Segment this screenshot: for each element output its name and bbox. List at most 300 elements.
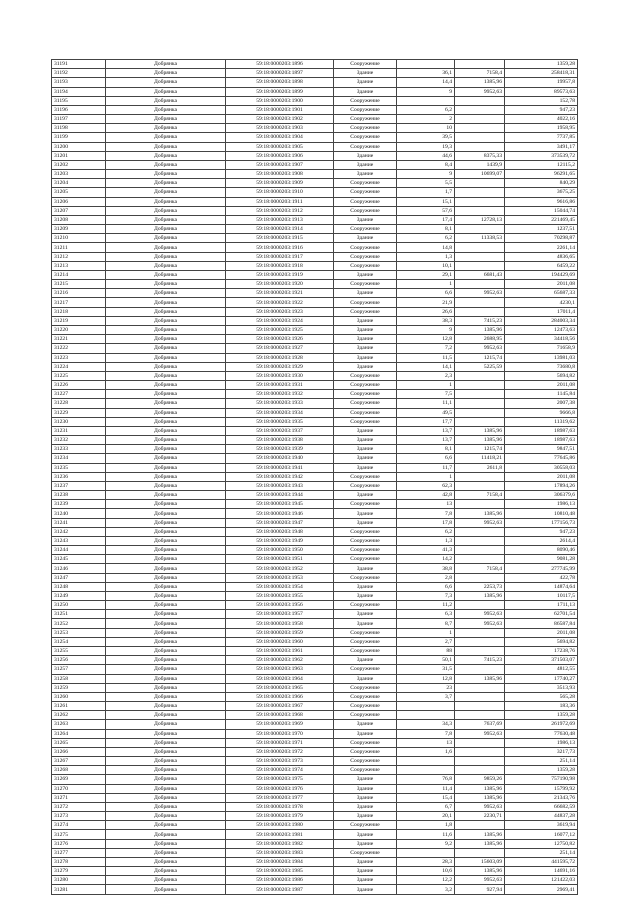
cadastral-value-cell: 62701,54 bbox=[505, 610, 578, 619]
cost-per-unit-cell bbox=[455, 417, 505, 426]
area-cell: 13 bbox=[397, 738, 455, 747]
cadastral-value-cell: 65687,33 bbox=[505, 289, 578, 298]
cadastral-value-cell: 947,23 bbox=[505, 105, 578, 114]
cadastral-value-cell: 8090,46 bbox=[505, 546, 578, 555]
object-type-cell: Сооружение bbox=[334, 133, 397, 142]
locality-cell: Добрянка bbox=[106, 151, 226, 160]
area-cell: 6,6 bbox=[397, 454, 455, 463]
table-row bbox=[52, 757, 578, 766]
cadastral-value-cell: 5694,82 bbox=[505, 371, 578, 380]
cadastral-number-cell: 59:18:0000203:1897 bbox=[226, 69, 334, 78]
cadastral-value-cell: 12750,82 bbox=[505, 839, 578, 848]
object-type-cell: Здание bbox=[334, 656, 397, 665]
row-number-cell: 31211 bbox=[52, 243, 106, 252]
cost-per-unit-cell bbox=[455, 381, 505, 390]
cadastral-number-cell: 59:18:0000203:1986 bbox=[226, 876, 334, 885]
cadastral-value-cell: 1986,13 bbox=[505, 738, 578, 747]
area-cell: 9 bbox=[397, 325, 455, 334]
row-number-cell: 31224 bbox=[52, 362, 106, 371]
cost-per-unit-cell: 9952,63 bbox=[455, 729, 505, 738]
locality-cell: Добрянка bbox=[106, 60, 226, 69]
area-cell: 88 bbox=[397, 647, 455, 656]
object-type-cell: Здание bbox=[334, 610, 397, 619]
row-number-cell: 31215 bbox=[52, 280, 106, 289]
object-type-cell: Здание bbox=[334, 518, 397, 527]
locality-cell: Добрянка bbox=[106, 381, 226, 390]
cost-per-unit-cell bbox=[455, 848, 505, 857]
area-cell: 19,3 bbox=[397, 142, 455, 151]
table-row bbox=[52, 509, 578, 518]
cadastral-value-cell: 15799,92 bbox=[505, 784, 578, 793]
locality-cell: Добрянка bbox=[106, 610, 226, 619]
object-type-cell: Сооружение bbox=[334, 390, 397, 399]
cost-per-unit-cell: 9952,63 bbox=[455, 876, 505, 885]
area-cell: 2,8 bbox=[397, 573, 455, 582]
object-type-cell: Здание bbox=[334, 729, 397, 738]
object-type-cell: Сооружение bbox=[334, 500, 397, 509]
cost-per-unit-cell: 1385,96 bbox=[455, 591, 505, 600]
cadastral-number-cell: 59:18:0000203:1927 bbox=[226, 344, 334, 353]
row-number-cell: 31231 bbox=[52, 426, 106, 435]
row-number-cell: 31201 bbox=[52, 151, 106, 160]
cost-per-unit-cell: 1385,96 bbox=[455, 867, 505, 876]
area-cell: 31,5 bbox=[397, 665, 455, 674]
cadastral-value-cell: 12473,63 bbox=[505, 325, 578, 334]
cost-per-unit-cell: 2688,95 bbox=[455, 335, 505, 344]
row-number-cell: 31277 bbox=[52, 848, 106, 857]
table-row bbox=[52, 839, 578, 848]
area-cell: 6,2 bbox=[397, 105, 455, 114]
table-row bbox=[52, 316, 578, 325]
table-row bbox=[52, 546, 578, 555]
cost-per-unit-cell bbox=[455, 408, 505, 417]
area-cell: 21,9 bbox=[397, 298, 455, 307]
row-number-cell: 31207 bbox=[52, 206, 106, 215]
cadastral-number-cell: 59:18:0000203:1922 bbox=[226, 298, 334, 307]
cadastral-number-cell: 59:18:0000203:1971 bbox=[226, 738, 334, 747]
row-number-cell: 31212 bbox=[52, 252, 106, 261]
row-number-cell: 31214 bbox=[52, 270, 106, 279]
table-row bbox=[52, 179, 578, 188]
locality-cell: Добрянка bbox=[106, 793, 226, 802]
row-number-cell: 31193 bbox=[52, 78, 106, 87]
area-cell: 10,1 bbox=[397, 261, 455, 270]
row-number-cell: 31258 bbox=[52, 674, 106, 683]
table-row bbox=[52, 536, 578, 545]
table-row bbox=[52, 619, 578, 628]
locality-cell: Добрянка bbox=[106, 802, 226, 811]
object-type-cell: Здание bbox=[334, 335, 397, 344]
area-cell: 57,6 bbox=[397, 206, 455, 215]
area-cell: 2,3 bbox=[397, 371, 455, 380]
area-cell: 11,7 bbox=[397, 463, 455, 472]
locality-cell: Добрянка bbox=[106, 399, 226, 408]
object-type-cell: Сооружение bbox=[334, 197, 397, 206]
cadastral-number-cell: 59:18:0000203:1961 bbox=[226, 647, 334, 656]
locality-cell: Добрянка bbox=[106, 573, 226, 582]
cadastral-value-cell: 9666,8 bbox=[505, 408, 578, 417]
locality-cell: Добрянка bbox=[106, 133, 226, 142]
cost-per-unit-cell bbox=[455, 555, 505, 564]
table-row bbox=[52, 307, 578, 316]
cadastral-number-cell: 59:18:0000203:1945 bbox=[226, 500, 334, 509]
area-cell bbox=[397, 766, 455, 775]
cadastral-value-cell: 177156,73 bbox=[505, 518, 578, 527]
cadastral-value-cell: 12115,2 bbox=[505, 160, 578, 169]
cadastral-number-cell: 59:18:0000203:1982 bbox=[226, 839, 334, 848]
row-number-cell: 31274 bbox=[52, 821, 106, 830]
table-row bbox=[52, 60, 578, 69]
cost-per-unit-cell bbox=[455, 399, 505, 408]
area-cell: 1 bbox=[397, 280, 455, 289]
locality-cell: Добрянка bbox=[106, 243, 226, 252]
cost-per-unit-cell: 9952,63 bbox=[455, 518, 505, 527]
cadastral-number-cell: 59:18:0000203:1967 bbox=[226, 702, 334, 711]
cost-per-unit-cell: 9952,63 bbox=[455, 619, 505, 628]
cost-per-unit-cell: 1385,96 bbox=[455, 830, 505, 839]
locality-cell: Добрянка bbox=[106, 96, 226, 105]
locality-cell: Добрянка bbox=[106, 124, 226, 133]
row-number-cell: 31278 bbox=[52, 857, 106, 866]
row-number-cell: 31239 bbox=[52, 500, 106, 509]
object-type-cell: Сооружение bbox=[334, 536, 397, 545]
table-row bbox=[52, 821, 578, 830]
object-type-cell: Сооружение bbox=[334, 647, 397, 656]
row-number-cell: 31222 bbox=[52, 344, 106, 353]
object-type-cell: Здание bbox=[334, 170, 397, 179]
cost-per-unit-cell bbox=[455, 692, 505, 701]
area-cell: 1,8 bbox=[397, 821, 455, 830]
area-cell: 6,6 bbox=[397, 289, 455, 298]
locality-cell: Добрянка bbox=[106, 179, 226, 188]
cadastral-value-cell: 3217,73 bbox=[505, 747, 578, 756]
cost-per-unit-cell bbox=[455, 527, 505, 536]
cadastral-value-cell: 1359,28 bbox=[505, 60, 578, 69]
object-type-cell: Сооружение bbox=[334, 555, 397, 564]
row-number-cell: 31229 bbox=[52, 408, 106, 417]
cost-per-unit-cell: 7158,4 bbox=[455, 491, 505, 500]
area-cell: 1,6 bbox=[397, 747, 455, 756]
object-type-cell: Здание bbox=[334, 234, 397, 243]
locality-cell: Добрянка bbox=[106, 270, 226, 279]
cadastral-number-cell: 59:18:0000203:1940 bbox=[226, 454, 334, 463]
cadastral-number-cell: 59:18:0000203:1911 bbox=[226, 197, 334, 206]
cadastral-number-cell: 59:18:0000203:1905 bbox=[226, 142, 334, 151]
row-number-cell: 31192 bbox=[52, 69, 106, 78]
area-cell: 15,4 bbox=[397, 793, 455, 802]
locality-cell: Добрянка bbox=[106, 601, 226, 610]
cadastral-value-cell: 10117,5 bbox=[505, 591, 578, 600]
row-number-cell: 31242 bbox=[52, 527, 106, 536]
table-row bbox=[52, 472, 578, 481]
object-type-cell: Сооружение bbox=[334, 481, 397, 490]
row-number-cell: 31270 bbox=[52, 784, 106, 793]
locality-cell: Добрянка bbox=[106, 316, 226, 325]
object-type-cell: Сооружение bbox=[334, 766, 397, 775]
locality-cell: Добрянка bbox=[106, 747, 226, 756]
locality-cell: Добрянка bbox=[106, 821, 226, 830]
cost-per-unit-cell: 2253,73 bbox=[455, 582, 505, 591]
area-cell: 17,7 bbox=[397, 417, 455, 426]
cadastral-value-cell: 9081,28 bbox=[505, 555, 578, 564]
object-type-cell: Здание bbox=[334, 69, 397, 78]
cost-per-unit-cell bbox=[455, 647, 505, 656]
locality-cell: Добрянка bbox=[106, 500, 226, 509]
cadastral-value-cell: 251,14 bbox=[505, 757, 578, 766]
locality-cell: Добрянка bbox=[106, 628, 226, 637]
area-cell: 10 bbox=[397, 124, 455, 133]
table-row bbox=[52, 426, 578, 435]
cadastral-value-cell: 3619,94 bbox=[505, 821, 578, 830]
cadastral-value-cell: 9616,86 bbox=[505, 197, 578, 206]
cadastral-number-cell: 59:18:0000203:1930 bbox=[226, 371, 334, 380]
area-cell: 23 bbox=[397, 683, 455, 692]
cadastral-value-cell: 4230,1 bbox=[505, 298, 578, 307]
cadastral-value-cell: 70298,87 bbox=[505, 234, 578, 243]
row-number-cell: 31238 bbox=[52, 491, 106, 500]
cost-per-unit-cell bbox=[455, 115, 505, 124]
cost-per-unit-cell: 1215,74 bbox=[455, 445, 505, 454]
table-row bbox=[52, 381, 578, 390]
cost-per-unit-cell bbox=[455, 307, 505, 316]
locality-cell: Добрянка bbox=[106, 711, 226, 720]
area-cell: 12,8 bbox=[397, 674, 455, 683]
cost-per-unit-cell: 2230,71 bbox=[455, 812, 505, 821]
object-type-cell: Сооружение bbox=[334, 371, 397, 380]
row-number-cell: 31199 bbox=[52, 133, 106, 142]
cost-per-unit-cell bbox=[455, 243, 505, 252]
cadastral-number-cell: 59:18:0000203:1939 bbox=[226, 445, 334, 454]
cost-per-unit-cell: 10699,07 bbox=[455, 170, 505, 179]
cadastral-value-cell: 17238,76 bbox=[505, 647, 578, 656]
table-row bbox=[52, 500, 578, 509]
cadastral-value-cell: 947,23 bbox=[505, 527, 578, 536]
area-cell: 1 bbox=[397, 472, 455, 481]
cadastral-number-cell: 59:18:0000203:1923 bbox=[226, 307, 334, 316]
row-number-cell: 31265 bbox=[52, 738, 106, 747]
row-number-cell: 31262 bbox=[52, 711, 106, 720]
object-type-cell: Здание bbox=[334, 353, 397, 362]
row-number-cell: 31254 bbox=[52, 637, 106, 646]
table-row bbox=[52, 261, 578, 270]
cadastral-value-cell: 441595,72 bbox=[505, 857, 578, 866]
table-row bbox=[52, 647, 578, 656]
row-number-cell: 31247 bbox=[52, 573, 106, 582]
table-row bbox=[52, 298, 578, 307]
cost-per-unit-cell: 9859,26 bbox=[455, 775, 505, 784]
table-row bbox=[52, 408, 578, 417]
cost-per-unit-cell bbox=[455, 105, 505, 114]
cadastral-number-cell: 59:18:0000203:1976 bbox=[226, 784, 334, 793]
area-cell: 17,4 bbox=[397, 215, 455, 224]
cost-per-unit-cell: 9952,63 bbox=[455, 87, 505, 96]
locality-cell: Добрянка bbox=[106, 225, 226, 234]
cost-per-unit-cell bbox=[455, 711, 505, 720]
cost-per-unit-cell bbox=[455, 188, 505, 197]
table-row bbox=[52, 518, 578, 527]
cadastral-number-cell: 59:18:0000203:1904 bbox=[226, 133, 334, 142]
row-number-cell: 31259 bbox=[52, 683, 106, 692]
table-row bbox=[52, 69, 578, 78]
object-type-cell: Здание bbox=[334, 316, 397, 325]
cadastral-number-cell: 59:18:0000203:1968 bbox=[226, 711, 334, 720]
locality-cell: Добрянка bbox=[106, 454, 226, 463]
area-cell: 6,3 bbox=[397, 610, 455, 619]
cost-per-unit-cell bbox=[455, 546, 505, 555]
row-number-cell: 31243 bbox=[52, 536, 106, 545]
table-row bbox=[52, 170, 578, 179]
row-number-cell: 31257 bbox=[52, 665, 106, 674]
locality-cell: Добрянка bbox=[106, 518, 226, 527]
locality-cell: Добрянка bbox=[106, 87, 226, 96]
table-row bbox=[52, 775, 578, 784]
cost-per-unit-cell: 927,94 bbox=[455, 885, 505, 894]
cost-per-unit-cell bbox=[455, 500, 505, 509]
area-cell: 3,7 bbox=[397, 692, 455, 701]
area-cell: 13 bbox=[397, 500, 455, 509]
locality-cell: Добрянка bbox=[106, 757, 226, 766]
table-row bbox=[52, 445, 578, 454]
table-row bbox=[52, 784, 578, 793]
cadastral-number-cell: 59:18:0000203:1954 bbox=[226, 582, 334, 591]
area-cell: 49,5 bbox=[397, 408, 455, 417]
object-type-cell: Здание bbox=[334, 87, 397, 96]
object-type-cell: Сооружение bbox=[334, 683, 397, 692]
locality-cell: Добрянка bbox=[106, 353, 226, 362]
table-row bbox=[52, 729, 578, 738]
object-type-cell: Здание bbox=[334, 885, 397, 894]
row-number-cell: 31240 bbox=[52, 509, 106, 518]
object-type-cell: Здание bbox=[334, 619, 397, 628]
area-cell: 28,3 bbox=[397, 857, 455, 866]
locality-cell: Добрянка bbox=[106, 371, 226, 380]
area-cell: 36,1 bbox=[397, 69, 455, 78]
table-row bbox=[52, 766, 578, 775]
table-row bbox=[52, 105, 578, 114]
cost-per-unit-cell: 1385,96 bbox=[455, 674, 505, 683]
locality-cell: Добрянка bbox=[106, 426, 226, 435]
locality-cell: Добрянка bbox=[106, 720, 226, 729]
table-row bbox=[52, 582, 578, 591]
object-type-cell: Сооружение bbox=[334, 601, 397, 610]
area-cell: 20,1 bbox=[397, 812, 455, 821]
area-cell: 6,6 bbox=[397, 582, 455, 591]
locality-cell: Добрянка bbox=[106, 436, 226, 445]
table-row bbox=[52, 142, 578, 151]
locality-cell: Добрянка bbox=[106, 555, 226, 564]
table-row bbox=[52, 270, 578, 279]
cadastral-number-cell: 59:18:0000203:1903 bbox=[226, 124, 334, 133]
table-row bbox=[52, 289, 578, 298]
cadastral-value-cell: 86587,84 bbox=[505, 619, 578, 628]
table-row bbox=[52, 867, 578, 876]
row-number-cell: 31216 bbox=[52, 289, 106, 298]
cost-per-unit-cell bbox=[455, 261, 505, 270]
table-row bbox=[52, 812, 578, 821]
cadastral-number-cell: 59:18:0000203:1953 bbox=[226, 573, 334, 582]
cadastral-number-cell: 59:18:0000203:1907 bbox=[226, 160, 334, 169]
table-row bbox=[52, 454, 578, 463]
cost-per-unit-cell: 1385,96 bbox=[455, 436, 505, 445]
cadastral-number-cell: 59:18:0000203:1978 bbox=[226, 802, 334, 811]
cost-per-unit-cell bbox=[455, 197, 505, 206]
row-number-cell: 31276 bbox=[52, 839, 106, 848]
locality-cell: Добрянка bbox=[106, 885, 226, 894]
cost-per-unit-cell: 12728,13 bbox=[455, 215, 505, 224]
area-cell: 14,8 bbox=[397, 243, 455, 252]
cadastral-value-cell: 17740,27 bbox=[505, 674, 578, 683]
table-row bbox=[52, 747, 578, 756]
object-type-cell: Здание bbox=[334, 463, 397, 472]
object-type-cell: Здание bbox=[334, 344, 397, 353]
cadastral-value-cell: 73680,8 bbox=[505, 362, 578, 371]
cadastral-value-cell: 183,36 bbox=[505, 702, 578, 711]
cost-per-unit-cell bbox=[455, 601, 505, 610]
object-type-cell: Сооружение bbox=[334, 124, 397, 133]
cadastral-number-cell: 59:18:0000203:1980 bbox=[226, 821, 334, 830]
object-type-cell: Сооружение bbox=[334, 243, 397, 252]
locality-cell: Добрянка bbox=[106, 417, 226, 426]
locality-cell: Добрянка bbox=[106, 536, 226, 545]
cadastral-value-cell: 284003,34 bbox=[505, 316, 578, 325]
area-cell: 2 bbox=[397, 115, 455, 124]
cadastral-number-cell: 59:18:0000203:1962 bbox=[226, 656, 334, 665]
cadastral-number-cell: 59:18:0000203:1975 bbox=[226, 775, 334, 784]
object-type-cell: Сооружение bbox=[334, 399, 397, 408]
cadastral-number-cell: 59:18:0000203:1902 bbox=[226, 115, 334, 124]
cost-per-unit-cell: 9952,63 bbox=[455, 610, 505, 619]
locality-cell: Добрянка bbox=[106, 619, 226, 628]
cadastral-number-cell: 59:18:0000203:1984 bbox=[226, 857, 334, 866]
cadastral-value-cell: 2011,08 bbox=[505, 280, 578, 289]
row-number-cell: 31250 bbox=[52, 601, 106, 610]
row-number-cell: 31235 bbox=[52, 463, 106, 472]
object-type-cell: Сооружение bbox=[334, 142, 397, 151]
cadastral-number-cell: 59:18:0000203:1948 bbox=[226, 527, 334, 536]
cadastral-value-cell: 17011,4 bbox=[505, 307, 578, 316]
row-number-cell: 31195 bbox=[52, 96, 106, 105]
row-number-cell: 31218 bbox=[52, 307, 106, 316]
cadastral-value-cell: 4836,65 bbox=[505, 252, 578, 261]
locality-cell: Добрянка bbox=[106, 170, 226, 179]
cost-per-unit-cell: 1385,96 bbox=[455, 784, 505, 793]
area-cell: 8,4 bbox=[397, 160, 455, 169]
cadastral-value-cell: 14691,16 bbox=[505, 867, 578, 876]
table-row bbox=[52, 463, 578, 472]
cost-per-unit-cell bbox=[455, 766, 505, 775]
object-type-cell: Сооружение bbox=[334, 96, 397, 105]
object-type-cell: Здание bbox=[334, 491, 397, 500]
cost-per-unit-cell: 1385,96 bbox=[455, 325, 505, 334]
cadastral-value-cell: 306379,6 bbox=[505, 491, 578, 500]
cost-per-unit-cell: 6681,43 bbox=[455, 270, 505, 279]
cost-per-unit-cell: 7158,4 bbox=[455, 69, 505, 78]
cadastral-value-cell: 2614,4 bbox=[505, 536, 578, 545]
cost-per-unit-cell: 1439,9 bbox=[455, 160, 505, 169]
area-cell: 7,2 bbox=[397, 344, 455, 353]
object-type-cell: Сооружение bbox=[334, 711, 397, 720]
locality-cell: Добрянка bbox=[106, 564, 226, 573]
cadastral-value-cell: 757190,98 bbox=[505, 775, 578, 784]
locality-cell: Добрянка bbox=[106, 857, 226, 866]
cadastral-value-cell: 152,78 bbox=[505, 96, 578, 105]
row-number-cell: 31227 bbox=[52, 390, 106, 399]
locality-cell: Добрянка bbox=[106, 115, 226, 124]
cadastral-value-cell: 3513,93 bbox=[505, 683, 578, 692]
cost-per-unit-cell bbox=[455, 757, 505, 766]
cost-per-unit-cell: 9952,63 bbox=[455, 344, 505, 353]
area-cell: 12,8 bbox=[397, 335, 455, 344]
